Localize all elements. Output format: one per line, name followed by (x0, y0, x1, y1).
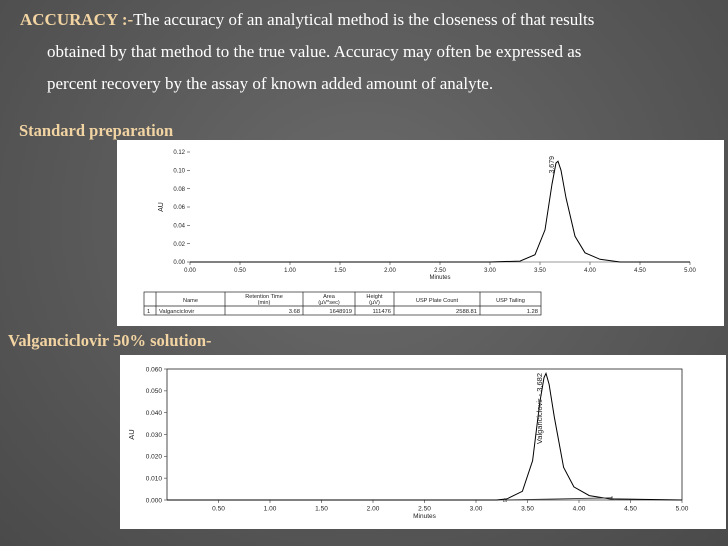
x-tick-label: 3.00 (469, 505, 483, 513)
results-table-header: USP Plate Count (415, 298, 459, 304)
accuracy-text-line-1: The accuracy of an analytical method is the closeness of that results (133, 10, 595, 29)
results-table-cell: 1648919 (329, 309, 352, 315)
x-tick-label: 5.00 (684, 268, 696, 274)
results-table-header: USP Tailing (496, 298, 525, 304)
x-tick-label: 4.00 (572, 505, 586, 513)
results-table-cell: 1.28 (526, 309, 538, 315)
x-tick-label: 2.00 (366, 505, 380, 513)
y-tick-label: 0.030 (145, 431, 162, 439)
x-tick-label: 4.50 (624, 505, 637, 513)
results-table-cell: 2588.81 (456, 309, 477, 315)
chromatogram-trace (167, 373, 682, 500)
peak-label: Valganciclovir - 3.682 (535, 373, 545, 445)
x-tick-label: 2.50 (418, 505, 431, 513)
x-tick-label: 2.50 (434, 268, 446, 274)
x-tick-label: 3.00 (484, 268, 496, 274)
y-tick-label: 0.010 (145, 475, 162, 483)
chromatogram-standard (117, 140, 724, 326)
x-tick-label: 0.50 (234, 268, 246, 274)
results-table-cell: 1 (147, 309, 151, 315)
results-table-cell: 111476 (372, 309, 391, 315)
y-tick-label: 0.050 (145, 388, 162, 396)
results-table-header-unit: (µV*sec) (318, 300, 340, 306)
baseline-marker: ▵ (502, 495, 507, 504)
x-tick-label: 3.50 (534, 268, 546, 274)
accuracy-label: ACCURACY :- (20, 10, 134, 29)
y-axis-label: AU (158, 202, 165, 212)
chromatogram-trace (190, 161, 690, 262)
chromatogram-sample (120, 355, 726, 529)
results-table-header: Height (366, 294, 383, 300)
y-tick-label: 0.020 (145, 453, 162, 461)
accuracy-text-line-2: obtained by that method to the true value. Accuracy may often be expressed as (47, 42, 582, 61)
accuracy-text-line-3: percent recovery by the assay of known added amount of analyte. (47, 74, 494, 93)
results-table-header: Name (183, 298, 198, 304)
accuracy-paragraph (20, 4, 720, 100)
x-tick-label: 5.00 (675, 505, 689, 513)
results-table-header-unit: (min) (257, 300, 271, 306)
results-table-cell: 3.68 (288, 309, 300, 315)
x-axis-label: Minutes (413, 513, 436, 520)
x-tick-label: 1.50 (315, 505, 328, 513)
baseline-marker: ▵ (609, 492, 614, 502)
x-tick-label: 1.50 (334, 268, 346, 274)
results-table-header-unit: (µV) (369, 300, 380, 306)
x-tick-label: 0.50 (212, 505, 225, 513)
results-table-header: Retention Time (245, 294, 283, 300)
chromatogram-panel-standard (117, 140, 724, 326)
x-tick-label: 1.00 (263, 505, 277, 513)
x-tick-label: 1.00 (284, 268, 296, 274)
y-tick-label: 0.040 (145, 409, 162, 417)
x-tick-label: 4.00 (584, 268, 596, 274)
chromatogram-panel-sample (120, 355, 726, 529)
results-table-cell: Valganciclovir (159, 309, 195, 315)
y-tick-label: 0.08 (173, 186, 185, 193)
plot-frame (167, 369, 682, 500)
y-tick-label: 0.000 (145, 497, 162, 505)
results-table-header: Area (323, 294, 335, 300)
y-tick-label: 0.10 (173, 168, 185, 175)
heading-standard-preparation: Standard preparation (19, 121, 174, 140)
x-axis-label: Minutes (429, 275, 451, 281)
heading-sample-solution: Valganciclovir 50% solution- (8, 331, 212, 350)
y-axis-label: AU (127, 429, 136, 440)
x-tick-label: 0.00 (184, 268, 196, 274)
y-tick-label: 0.060 (145, 366, 162, 374)
x-tick-label: 3.50 (521, 505, 534, 513)
y-tick-label: 0.04 (173, 223, 185, 230)
x-tick-label: 2.00 (384, 268, 396, 274)
y-tick-label: 0.02 (173, 241, 185, 248)
peak-label: 3.679 (549, 156, 556, 174)
x-tick-label: 4.50 (634, 268, 646, 274)
y-tick-label: 0.06 (173, 205, 185, 212)
y-tick-label: 0.00 (173, 260, 185, 267)
y-tick-label: 0.12 (173, 150, 185, 157)
